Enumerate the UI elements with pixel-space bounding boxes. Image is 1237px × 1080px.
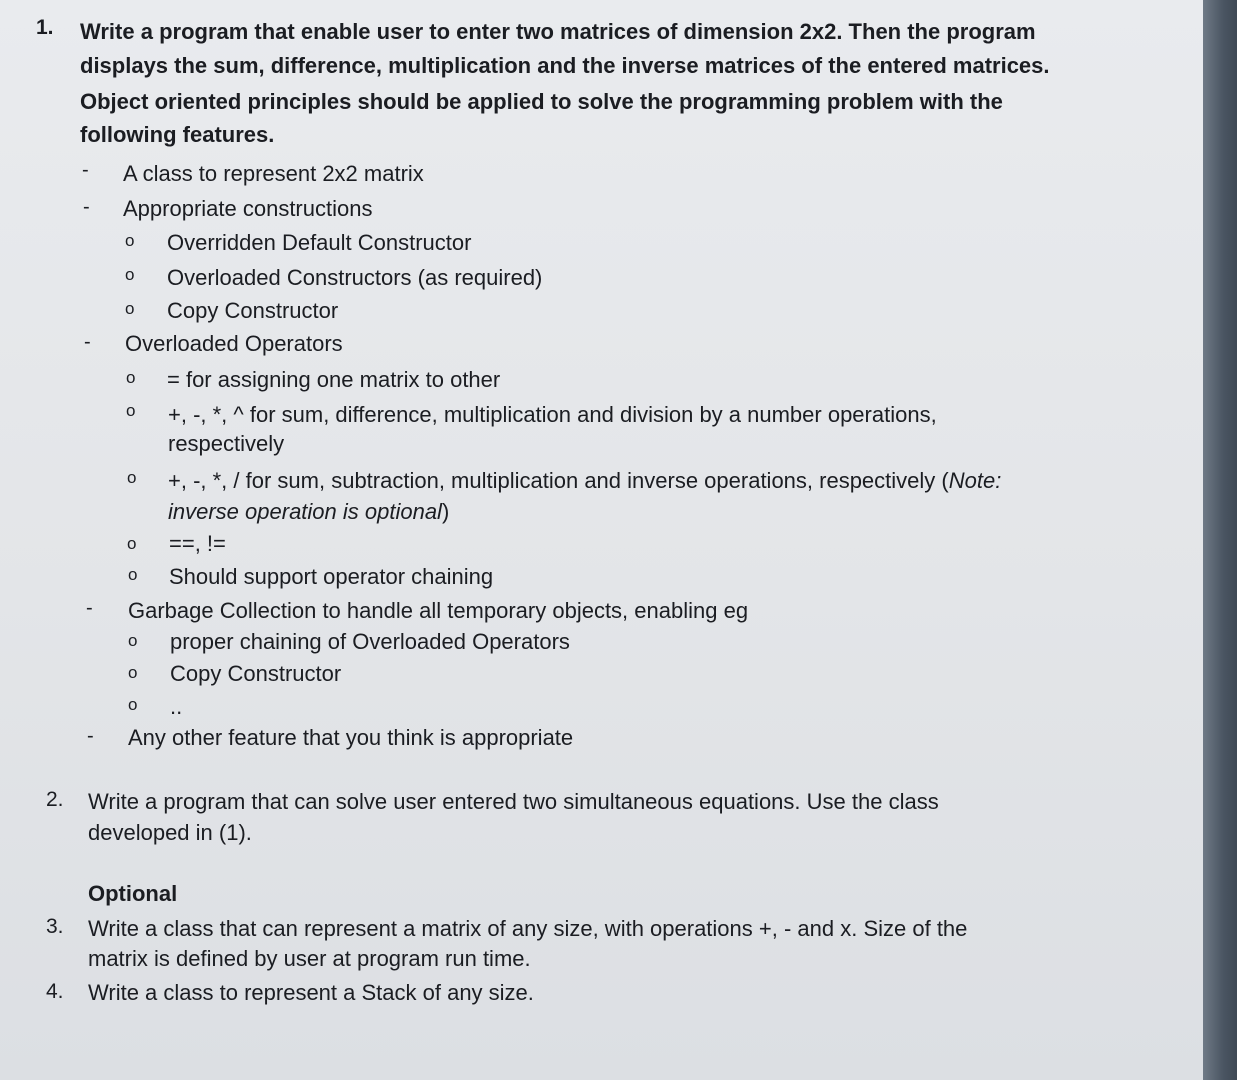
circle-bullet: o [125,231,135,250]
monitor-bezel [1203,0,1237,1080]
q1-number: 1. [36,16,54,39]
q1-line-2: displays the sum, difference, multiplication and the inverse matrices of the entered matrices. [80,53,1050,78]
circle-bullet: o [127,534,137,553]
feature-other: Any other feature that you think is appropriate [128,725,574,750]
note-label: Note: [948,468,1002,493]
q3-line-1: Write a class that can represent a matrix of any size, with operations +, - and x. Size of the [88,916,968,941]
optional-heading: Optional [88,881,178,906]
sub-equality-operators: ==, != [169,531,226,556]
q3-line-2: matrix is defined by user at program run time. [88,946,531,971]
feature-overloaded-operators: Overloaded Operators [125,331,343,356]
q2-line-1: Write a program that can solve user entered two simultaneous equations. Use the class [88,789,939,814]
sub-operator-chaining: Should support operator chaining [169,564,494,589]
circle-bullet: o [125,265,135,284]
sub-inverse-operators [168,467,1001,495]
circle-bullet: o [127,468,137,487]
dash-bullet: - [87,725,94,747]
circle-bullet: o [128,695,138,714]
dash-bullet: - [82,159,89,181]
circle-bullet: o [126,401,136,420]
sub-arith-operators: +, -, *, ^ for sum, difference, multiplication and division by a number operations, [168,402,937,427]
dash-bullet: - [83,196,90,218]
q1-line-1: Write a program that enable user to enter two matrices of dimension 2x2. Then the program [80,19,1036,44]
sub-inverse-operators-cont [168,498,449,526]
dash-bullet: - [86,597,93,619]
circle-bullet: o [128,631,138,650]
feature-garbage-collection: Garbage Collection to handle all temporary objects, enabling eg [128,598,749,623]
q1-line-3: Object oriented principles should be applied to solve the programming problem with the [80,89,1003,114]
sub-assign-operator: = for assigning one matrix to other [167,367,501,392]
q1-line-4: following features. [80,122,275,147]
sub-arith-operators-cont: respectively [168,431,285,456]
circle-bullet: o [126,368,136,387]
q4-line-1: Write a class to represent a Stack of any size. [88,980,534,1005]
feature-constructions: Appropriate constructions [123,196,373,221]
closing-paren: ) [441,499,450,524]
sub-inverse-operators-text: +, -, *, / for sum, subtraction, multiplication and inverse operations, respectively ( [168,468,949,493]
dash-bullet: - [84,331,91,353]
circle-bullet: o [125,299,135,318]
circle-bullet: o [128,663,138,682]
optional-note: inverse operation is optional [168,499,442,524]
sub-copy-constructor-2: Copy Constructor [170,661,342,686]
sub-ellipsis: .. [170,694,183,719]
q4-number: 4. [46,980,64,1003]
q2-line-2: developed in (1). [88,820,252,845]
sub-overloaded-constructors: Overloaded Constructors (as required) [167,265,543,290]
sub-default-constructor: Overridden Default Constructor [167,230,472,255]
circle-bullet: o [128,565,138,584]
sub-copy-constructor: Copy Constructor [167,298,339,323]
q3-number: 3. [46,915,64,938]
feature-class-2x2: A class to represent 2x2 matrix [123,161,424,186]
sub-proper-chaining: proper chaining of Overloaded Operators [170,629,570,654]
q2-number: 2. [46,788,64,811]
